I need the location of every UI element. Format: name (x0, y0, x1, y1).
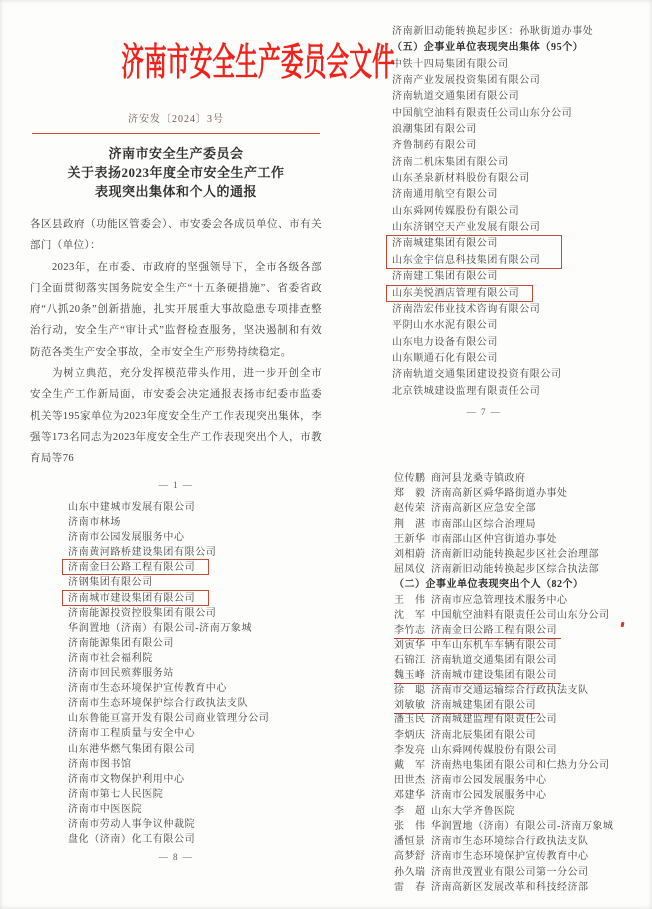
list-item: 济南轨道交通集团有限公司 (392, 91, 520, 103)
person-row (394, 471, 526, 486)
list-item: 山东港华燃气集团有限公司 (68, 743, 196, 755)
person-row (394, 532, 557, 547)
doc-number: 济安发〔2024〕3号 (128, 114, 224, 125)
person-org: 山东大学齐鲁医院 (431, 805, 515, 817)
list-item: 济南市图书馆 (68, 758, 132, 770)
person-name: 邓建华 (394, 790, 426, 802)
list-item: 济南市公园发展服务中心 (68, 532, 185, 544)
person-row (394, 712, 557, 727)
individuals-list (336, 471, 648, 895)
list-item: 山东中建城市发展有限公司 (68, 502, 196, 513)
person-name: 孙久瑞 (394, 866, 426, 878)
person-name: 荆 湛 (394, 518, 426, 530)
list-item: 济南二机床集团有限公司 (392, 156, 509, 168)
person-org: 济南热电集团有限公司和仁热力分公司 (431, 760, 610, 772)
list-item: 济南能源投资控股集团有限公司 (68, 607, 217, 619)
person-org: 济南城市建设集团有限公司 (431, 670, 557, 682)
person-row (394, 865, 589, 880)
page-number: — 1 — (158, 479, 194, 490)
list-item: 济南产业发展投资集团有限公司 (392, 75, 541, 87)
person-row (394, 728, 536, 743)
list-item: 济南黄河路桥建设集团有限公司 (68, 547, 217, 559)
list-item: 济南新旧动能转换起步区：孙耿街道办事处 (392, 26, 594, 37)
person-org: 山东舜网传媒股份有限公司 (431, 744, 557, 756)
person-name: 刘敏敏 (394, 699, 426, 711)
person-org: 华润置地（济南）有限公司-济南万象城 (431, 820, 614, 832)
list-heading: （五）企事业单位表现突出集体（95个） (392, 42, 584, 54)
page-collectives-7 (336, 24, 642, 417)
person-org: 济南高新区舜华路街道办事处 (431, 488, 568, 500)
doc-body (30, 214, 322, 470)
person-org: 济南市交通运输综合行政执法支队 (431, 684, 589, 696)
person-org: 商河县龙桑寺镇政府 (431, 473, 526, 484)
person-org: 济南新旧动能转换起步区综合执法部 (431, 564, 599, 576)
page-individuals (336, 471, 648, 895)
list-item: 山东金宇信息科技集团有限公司 (392, 254, 541, 266)
list-item: 北京铁城建设监理有限责任公司 (392, 385, 541, 397)
person-org: 中车山东机车车辆有限公司 (431, 639, 557, 651)
list-item: 山东美悦酒店管理有限公司 (392, 286, 519, 302)
list-item: 山东圣泉新材料股份有限公司 (392, 173, 530, 185)
person-name: 李 超 (394, 805, 426, 817)
person-name: 李发亮 (394, 744, 426, 756)
list-item: 山东济钢空天产业发展有限公司 (392, 222, 541, 234)
list-item: 济南市生态环境保护综合行政执法支队 (68, 698, 249, 710)
person-org: 济南市公园发展服务中心 (431, 790, 547, 802)
person-name: 潘玉民 (394, 714, 426, 726)
paragraph: 2023年，在市委、市政府的坚强领导下，全市各级各部门全面贯彻落实国务院安全生产“十五条硬措施”、省委省政府“八抓20条”创新措施，扎实开展重大事故隐患专项排查整治行动，安全生产“审计式”监督检查服务，坚决遏制和有效防范各类生产安全事故，全市安全生产形势持续稳定。 (30, 261, 322, 358)
person-org: 济南市生态环境综合行政执法支队 (431, 836, 589, 848)
person-name: 雷 春 (394, 881, 426, 893)
person-row (394, 773, 547, 788)
collective-list (30, 500, 322, 847)
list-item: 华润置地（济南）有限公司-济南万象城 (68, 622, 253, 634)
person-org: 市南部山区仲宫街道办事处 (431, 533, 557, 545)
doc-title (30, 144, 322, 201)
person-row (394, 804, 515, 819)
list-item: 济南建工集团有限公司 (392, 271, 498, 283)
person-row (394, 849, 589, 864)
list-item: 济南能源集团有限公司 (68, 637, 174, 649)
person-name: 石锦江 (394, 654, 426, 666)
person-name: 戴 军 (394, 760, 426, 772)
person-name: 屈凤仪 (394, 564, 426, 576)
person-name: 刘寅华 (394, 639, 426, 651)
list-item: 济南市社会福利院 (68, 652, 153, 664)
list-item: 济南轨道交通集团建设投资有限公司 (392, 369, 562, 381)
document-banner (30, 40, 395, 86)
list-item: 济南市中医医院 (68, 803, 143, 815)
person-row (394, 683, 589, 698)
person-name: 沈 军 (394, 609, 426, 621)
page-cover (30, 0, 395, 490)
person-name: 潘恒景 (394, 836, 426, 848)
person-org: 济南城建监理有限责任公司 (431, 714, 557, 726)
person-org: 济南轨道交通集团有限公司 (431, 654, 557, 666)
person-row (394, 758, 610, 773)
person-org: 中国航空油料有限责任公司山东分公司 (431, 609, 610, 621)
list-item: 齐鲁制药有限公司 (392, 140, 477, 152)
person-row (394, 517, 536, 532)
list-item: 济南城市建设集团有限公司 (68, 591, 195, 606)
person-name: 位传鹏 (394, 473, 426, 484)
doc-title-line: 济南市安全生产委员会 (108, 146, 244, 161)
list-item: 济南市第七人民医院 (68, 788, 164, 800)
list-item: 济南通用航空有限公司 (392, 189, 498, 201)
red-divider (32, 133, 320, 134)
person-row (394, 819, 613, 834)
person-name: 王新华 (394, 533, 426, 545)
person-name: 王 伟 (394, 594, 426, 606)
list-item: 浪潮集团有限公司 (392, 124, 477, 136)
person-org: 济南高新区发展改革和科技经济部 (431, 881, 589, 893)
person-row (394, 547, 599, 562)
person-row (394, 653, 557, 668)
person-org: 济南新旧动能转换起步区社会治理部 (431, 549, 599, 561)
person-name: 田世杰 (394, 775, 426, 787)
page-number: — 7 — (466, 406, 502, 417)
list-item: 济南市文物保护利用中心 (68, 773, 185, 785)
list-item: 济南市工程质量与安全中心 (68, 728, 196, 740)
list-item: 山东鲁能亘富开发有限公司商业管理分公司 (68, 713, 270, 725)
collective-list (336, 24, 642, 400)
list-heading: （二）企事业单位表现突出个人（82个） (394, 579, 584, 591)
person-org: 济南北辰集团有限公司 (431, 729, 536, 741)
person-org: 济南高新区应急安全部 (431, 503, 536, 515)
person-org: 济南市应急管理技术服务中心 (431, 594, 568, 606)
person-org: 济南市公园发展服务中心 (431, 775, 547, 787)
list-item: 济南市劳动人事争议仲裁院 (68, 818, 196, 830)
person-row (394, 608, 610, 623)
doc-title-line: 表现突出集体和个人的通报 (94, 184, 257, 199)
salutation: 各区县政府（功能区管委会）、市安委会各成员单位、市有关部门（单位）： (30, 219, 322, 252)
list-item: 中国航空油料有限责任公司山东分公司 (392, 107, 573, 119)
list-item: 济南市林场 (68, 517, 121, 529)
person-org: 济南世茂置业有限公司第一分公司 (431, 866, 589, 878)
person-name: 李炳庆 (394, 729, 426, 741)
person-name: 徐 聪 (394, 684, 426, 696)
person-name: 张 伟 (394, 820, 426, 832)
list-item: 山东电力设备有限公司 (392, 336, 498, 348)
person-row (394, 788, 547, 803)
person-org: 济南市生态环境保护宣传教育中心 (431, 851, 589, 863)
list-item: 山东舜网传媒股份有限公司 (392, 205, 520, 217)
person-name: 高梦舒 (394, 851, 426, 863)
person-row (394, 562, 599, 577)
person-row (394, 501, 536, 516)
banner-title: 济南市安全生产委员会文件 (121, 42, 395, 84)
list-item: 济南金曰公路工程有限公司 (68, 560, 195, 575)
list-item: 盘化（济南）化工有限公司 (68, 834, 196, 846)
person-name: 郑 毅 (394, 488, 426, 500)
list-item: 济南市回民殡葬服务站 (68, 668, 174, 680)
page-number: — 8 — (158, 852, 194, 863)
person-row (394, 638, 557, 653)
page-collectives-8 (30, 500, 322, 862)
list-item: 山东顺通石化有限公司 (392, 352, 498, 364)
person-row (394, 593, 568, 608)
person-row (394, 880, 589, 895)
red-highlight-box (392, 236, 540, 269)
person-name: 赵传荣 (394, 503, 426, 515)
person-name: 魏玉峰 (394, 670, 426, 682)
person-row (394, 834, 589, 849)
person-row (394, 743, 557, 758)
paragraph: 为树立典范，充分发挥模范带头作用，进一步开创全市安全生产工作新局面，市安委会决定通报表扬市纪委市监委机关等195家单位为2023年度安全生产工作表现突出集体，李强等173名同志为2023年度安全生产工作表现突出个人，市教育局等76 (30, 368, 322, 465)
person-org: 济南金曰公路工程有限公司 (431, 625, 557, 637)
list-item: 济南市生态环境保护宣传教育中心 (68, 683, 227, 695)
list-item: 济南浩宏伟业技术咨询有限公司 (392, 303, 541, 315)
list-item: 济钢集团有限公司 (68, 577, 153, 589)
person-org: 济南城建集团有限公司 (431, 699, 536, 711)
person-name: 刘相蔚 (394, 549, 426, 561)
list-item: 中铁十四局集团有限公司 (392, 58, 509, 70)
list-item: 济南城建集团有限公司 (392, 238, 498, 250)
person-name: 李竹志 (394, 625, 426, 637)
doc-title-line: 关于表扬2023年度全市安全生产工作 (67, 165, 285, 180)
person-org: 市南部山区综合治理局 (431, 518, 536, 530)
person-row (394, 486, 568, 501)
list-item: 平阴山水水泥有限公司 (392, 320, 498, 332)
